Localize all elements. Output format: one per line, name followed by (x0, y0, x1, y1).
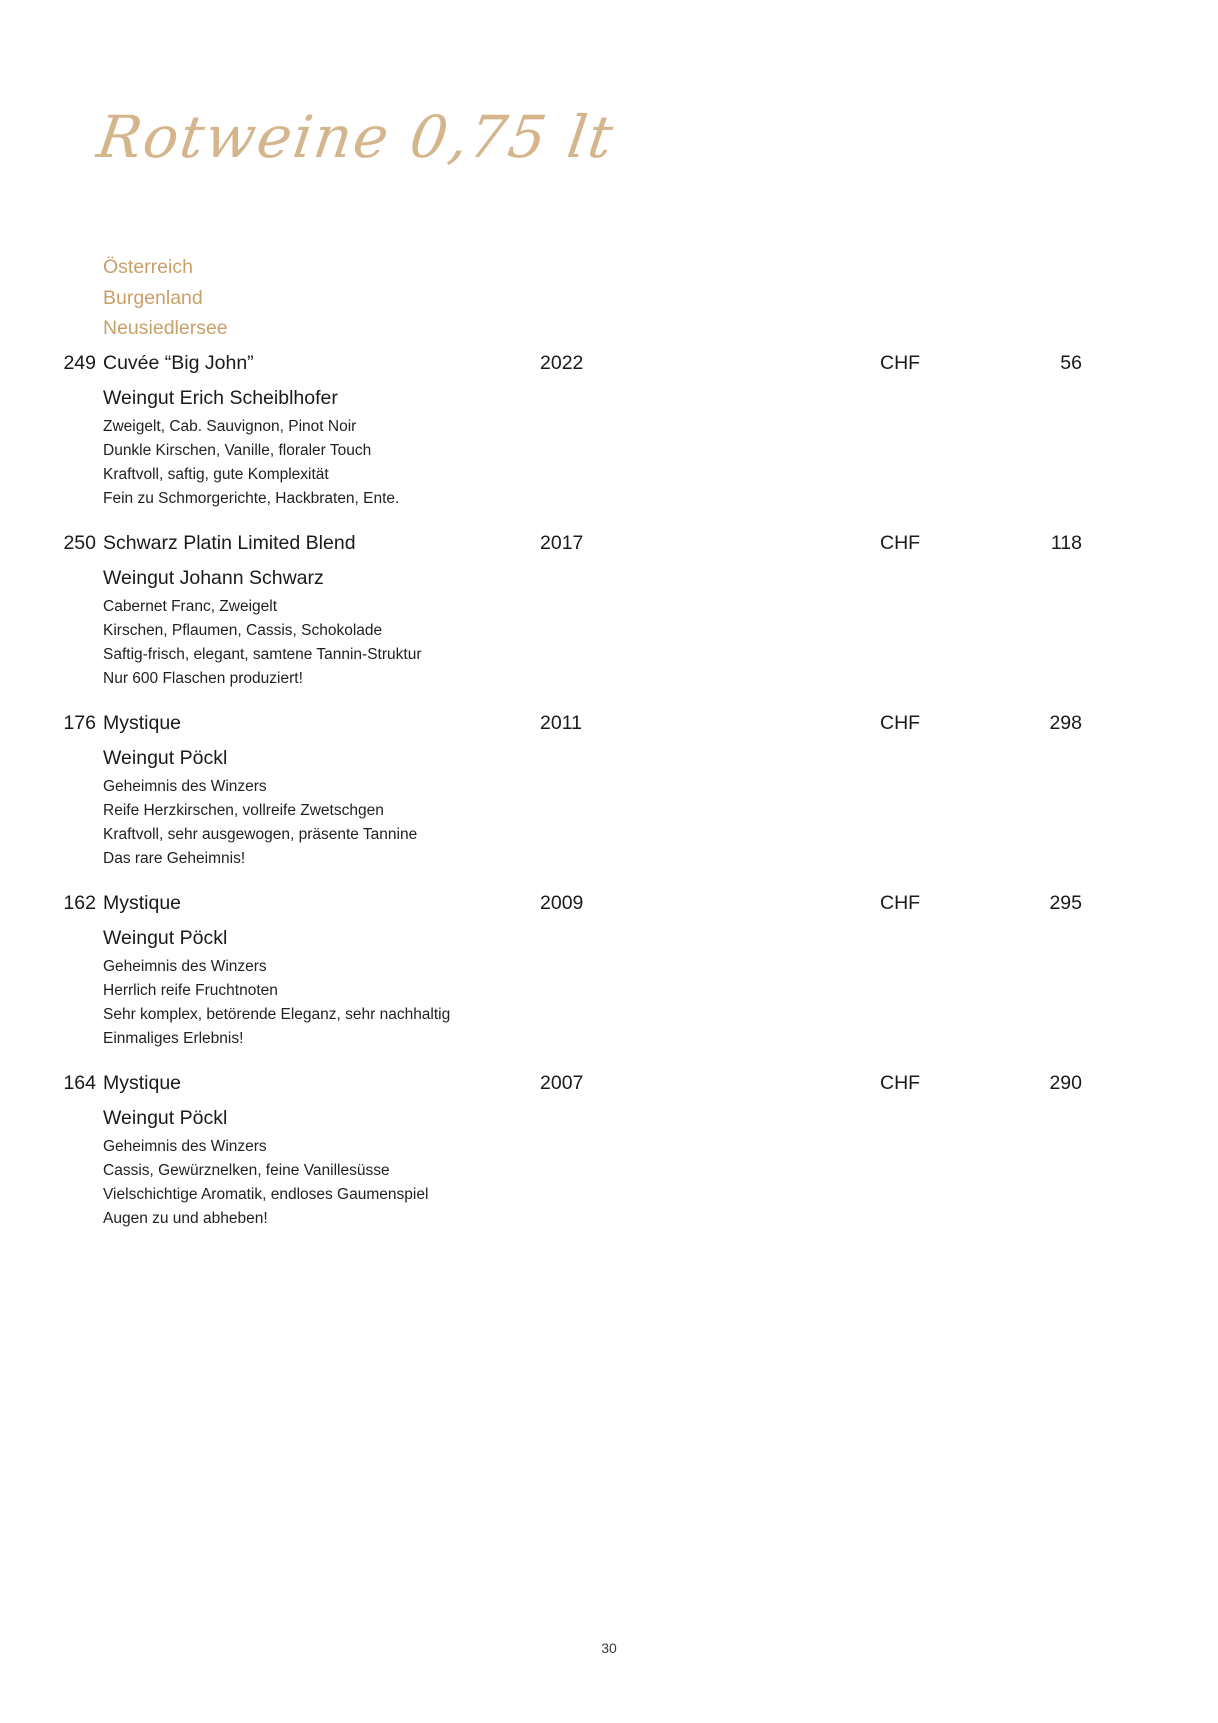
wine-price: 118 (1050, 532, 1082, 554)
wine-currency: CHF (880, 892, 921, 914)
wine-entry (0, 532, 1218, 712)
wine-description-line: Kirschen, Pflaumen, Cassis, Schokolade (103, 622, 383, 639)
region-heading (103, 252, 228, 344)
wine-name: Schwarz Platin Limited Blend (103, 532, 356, 554)
page-title: Rotweine 0,75 lt (93, 103, 619, 171)
wine-description-line: Saftig-frisch, elegant, samtene Tannin-Struktur (103, 646, 422, 663)
wine-currency: CHF (880, 1072, 921, 1094)
wine-description-line: Cassis, Gewürznelken, feine Vanillesüsse (103, 1162, 390, 1179)
wine-producer: Weingut Johann Schwarz (103, 567, 324, 589)
wine-producer: Weingut Erich Scheiblhofer (103, 387, 338, 409)
wine-entry (0, 1072, 1218, 1252)
wine-number: 249 (63, 352, 96, 374)
wine-header-row (0, 892, 1218, 923)
wine-currency: CHF (880, 532, 921, 554)
wine-number: 250 (63, 532, 96, 554)
wine-price: 290 (1049, 1072, 1082, 1094)
wine-number: 176 (63, 712, 96, 734)
wine-header-row (0, 532, 1218, 563)
wine-description-line: Vielschichtige Aromatik, endloses Gaumenspiel (103, 1186, 429, 1203)
wine-description (103, 775, 1218, 871)
wine-currency: CHF (880, 352, 921, 374)
wine-description-line: Augen zu und abheben! (103, 1210, 268, 1227)
region-country: Österreich (103, 256, 193, 278)
wine-price: 56 (1060, 352, 1082, 374)
wine-description-line: Dunkle Kirschen, Vanille, floraler Touch (103, 442, 372, 459)
wine-description-line: Nur 600 Flaschen produziert! (103, 670, 303, 687)
wine-description-line: Kraftvoll, saftig, gute Komplexität (103, 466, 329, 483)
wine-entry (0, 712, 1218, 892)
wine-description-line: Cabernet Franc, Zweigelt (103, 598, 278, 615)
wine-price: 295 (1049, 892, 1082, 914)
wine-vintage: 2009 (540, 892, 584, 914)
wine-vintage: 2007 (540, 1072, 584, 1094)
wine-producer: Weingut Pöckl (103, 747, 228, 769)
wine-header-row (0, 712, 1218, 743)
region-area: Neusiedlersee (103, 317, 228, 339)
page-number: 30 (601, 1640, 617, 1656)
wine-description-line: Kraftvoll, sehr ausgewogen, präsente Tannine (103, 826, 418, 843)
wine-name: Mystique (103, 1072, 182, 1094)
wine-vintage: 2017 (540, 532, 584, 554)
wine-vintage: 2011 (540, 712, 582, 734)
wine-name: Cuvée “Big John” (103, 352, 254, 374)
wine-name: Mystique (103, 712, 182, 734)
wine-producer: Weingut Pöckl (103, 1107, 228, 1129)
wine-entry (0, 352, 1218, 532)
wine-currency: CHF (880, 712, 921, 734)
wine-producer: Weingut Pöckl (103, 927, 228, 949)
wine-description-line: Zweigelt, Cab. Sauvignon, Pinot Noir (103, 418, 357, 435)
wine-description-line: Reife Herzkirschen, vollreife Zwetschgen (103, 802, 384, 819)
region-state: Burgenland (103, 286, 203, 309)
wine-description-line: Geheimnis des Winzers (103, 1138, 267, 1155)
wine-description-line: Herrlich reife Fruchtnoten (103, 982, 278, 999)
wine-entry (0, 892, 1218, 1072)
wine-description-line: Das rare Geheimnis! (103, 850, 246, 867)
wine-price: 298 (1049, 712, 1082, 734)
wine-description (103, 595, 1218, 691)
wine-name: Mystique (103, 892, 182, 914)
wine-description (103, 1135, 1218, 1231)
wine-vintage: 2022 (540, 352, 584, 374)
wine-header-row (0, 1072, 1218, 1103)
wine-header-row (0, 352, 1218, 383)
wine-number: 162 (63, 892, 96, 914)
wine-number: 164 (63, 1072, 96, 1094)
wine-description-line: Geheimnis des Winzers (103, 778, 267, 795)
wine-description-line: Sehr komplex, betörende Eleganz, sehr nachhaltig (103, 1006, 451, 1023)
wine-description-line: Fein zu Schmorgerichte, Hackbraten, Ente. (103, 490, 400, 507)
wine-description (103, 955, 1218, 1051)
wine-description-line: Geheimnis des Winzers (103, 958, 267, 975)
wine-list (0, 352, 1218, 1252)
wine-description (103, 415, 1218, 511)
wine-description-line: Einmaliges Erlebnis! (103, 1030, 244, 1047)
